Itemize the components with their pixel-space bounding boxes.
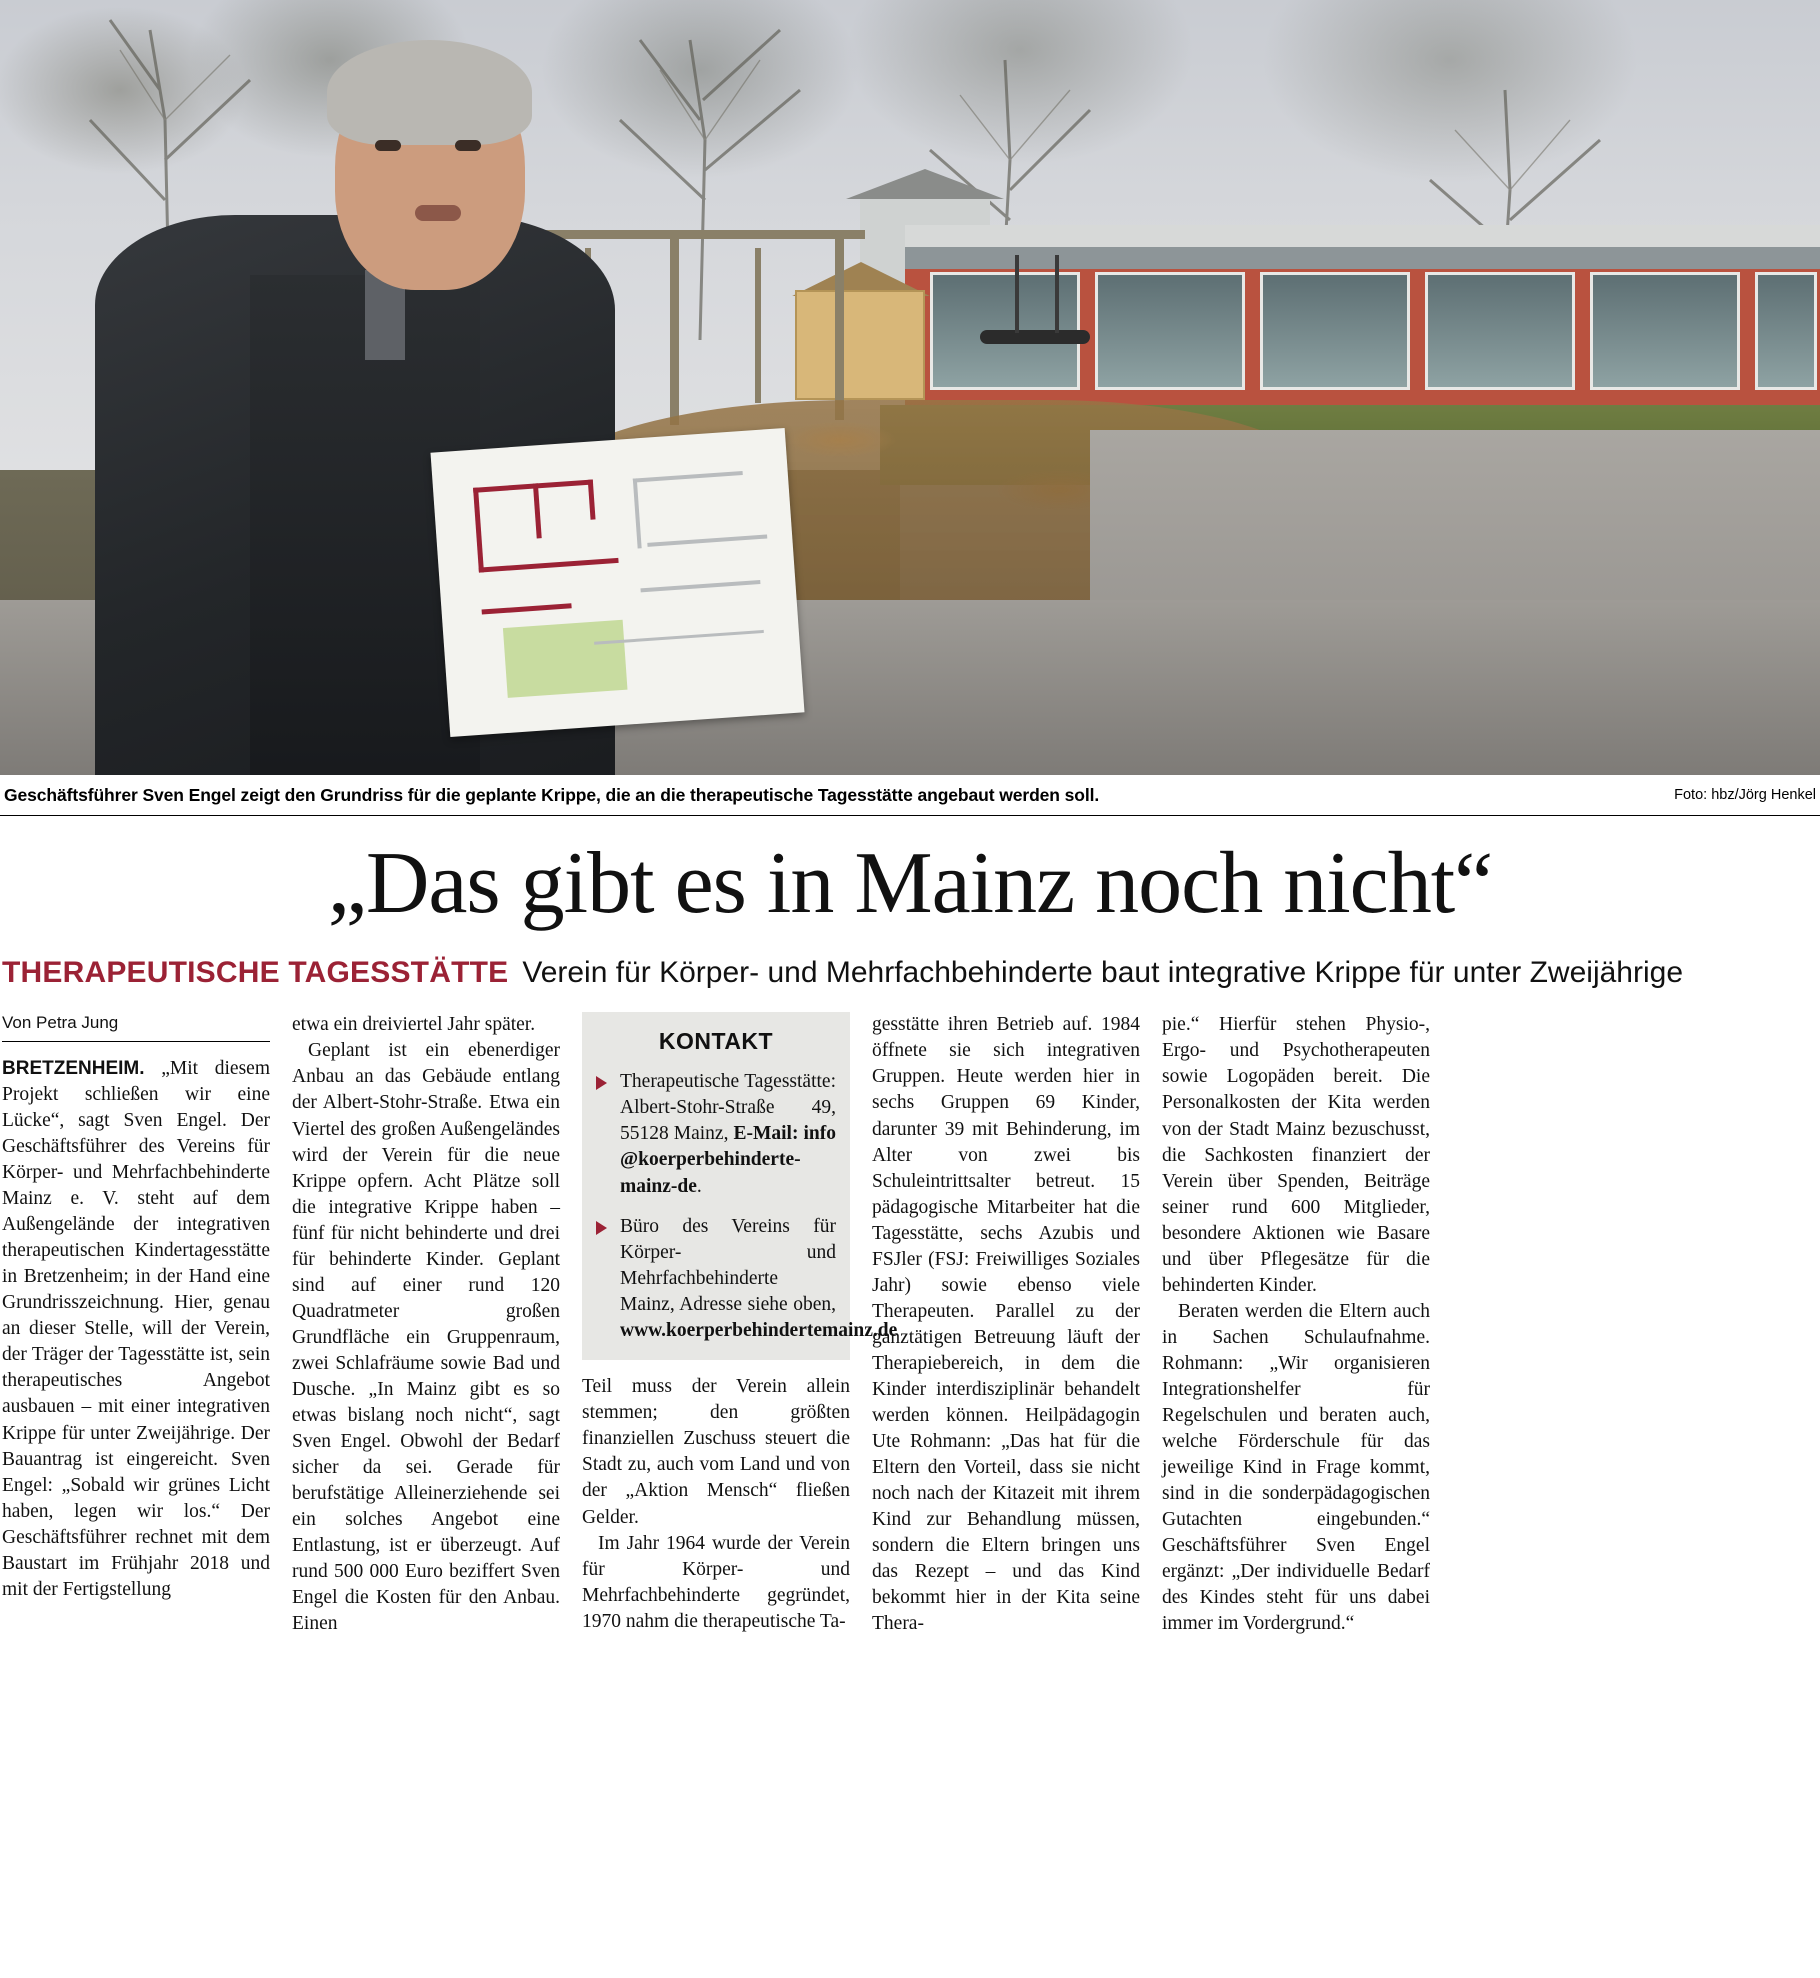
column-2 [292,1012,560,1637]
swing-rope [1015,255,1019,333]
column-1 [2,1012,270,1637]
kontakt-item [596,1214,898,1345]
building-roof [905,225,1820,247]
kontakt-item-email[interactable]: E-Mail: info @koerperbehinderte-mainz-de [620,1123,836,1197]
kontakt-item [596,1069,836,1200]
column-3-paragraph-1: Teil muss der Verein allein stemmen; den größten finanziellen Zuschuss steuert die Stadt zu, auch vom Land und von der „Aktion Mensch“ fließen Gelder. [582,1376,850,1528]
column-3-paragraph-2: Im Jahr 1964 wurde der Verein für Körper- und Mehrfachbehinderte gegründet, 1970 nahm die therapeutische Ta- [582,1532,850,1632]
photo-caption: Geschäftsführer Sven Engel zeigt den Grundriss für die geplante Krippe, die an die therapeutische Tagesstätte angebaut werden soll. [4,784,1100,805]
floor-plan-drawing [430,428,804,737]
column-5 [1162,1012,1430,1637]
building-window [1590,272,1740,390]
triangle-bullet-icon [596,1076,607,1090]
building-window [1425,272,1575,390]
building-window [1755,272,1817,390]
mouth [415,205,461,221]
article-columns [0,1012,1820,1637]
building-window [1260,272,1410,390]
column-5-paragraph-2: Beraten werden die Eltern auch in Sachen Schulaufnahme. Rohmann: „Wir organisieren Integrationshelfer für Regelschulen und beraten auch, welche Förderschule für das jeweilige Kind in Frage kommt, sind in die sonderpädagogischen Gutachten eingebunden.“ Geschäftsführer Sven Engel ergänzt: „Der individuelle Bedarf des Kindes steht für uns dabei immer im Vordergrund.“ [1162,1300,1430,1635]
article-photo [0,0,1820,775]
byline-divider [2,1041,270,1042]
photo-credit: Foto: hbz/Jörg Henkel [1674,787,1816,803]
eye-left [375,140,401,151]
caption-divider [0,815,1820,816]
triangle-bullet-icon [596,1221,607,1235]
eye-right [455,140,481,151]
column-4-paragraph-1: gesstätte ihren Betrieb auf. 1984 öffnete sie sich integrativen Gruppen. Heute werden hier in sechs Gruppen 69 Kinder, darunter 39 mit Behinderung, im Alter von zwei bis Schuleintrittsalter betreut. 15 pädagogische Mitarbeiter hat die Tagesstätte, sechs Azubis und FSJler (FSJ: Freiwilliges Soziales Jahr) sowie ebenso viele Therapeuten. Parallel zu der ganztätigen Betreuung läuft der Therapiebereich, in dem die Kinder interdisziplinär behandelt werden können. Heilpädagogin Ute Rohmann: „Das hat für die Eltern den Vorteil, dass sie nicht noch nach der Kitazeit mit ihrem Kind zur Behandlung müssen, sondern die Eltern bringen uns das Rezept – und das Kind bekommt hier in der Kita seine Thera- [872,1014,1140,1635]
article-kicker: THERAPEUTISCHE TAGESSTÄTTE [2,956,509,990]
kontakt-box [582,1012,898,1360]
column-2-paragraph-1: etwa ein dreiviertel Jahr später. [292,1014,536,1036]
kontakt-item-text: Therapeutische Tagesstätte: Albert-Stohr-Straße 49, 55128 Mainz, [620,1071,836,1145]
hair [327,40,532,145]
kontakt-item-website[interactable]: www.koerperbehindertemainz.de [620,1320,898,1342]
subhead-row [0,956,1820,990]
dateline: BRETZENHEIM. [2,1058,145,1080]
building-window [1095,272,1245,390]
column-4 [872,1012,1140,1637]
byline: Von Petra Jung [2,1013,119,1033]
nest-swing [980,330,1090,344]
swing-rope [1055,255,1059,333]
kontakt-item-text: Büro des Vereins für Körper- und Mehrfachbehinderte Mainz, Adresse siehe oben, [620,1215,836,1316]
column-5-paragraph-1: pie.“ Hierfür stehen Physio-, Ergo- und Psychotherapeuten sowie Logopäden bereit. Die Personalkosten der Kita werden von der Stadt Mainz bezuschusst, die Sachkosten finanziert der Verein über Spenden, Beiträge seiner rund 600 Mitglieder, besondere Aktionen wie Basare und über Pflegesätze für die behinderten Kinder. [1162,1014,1430,1296]
building-facade-band [905,247,1820,269]
article-subhead: Verein für Körper- und Mehrfachbehinderte baut integrative Krippe für unter Zweijährige [522,956,1683,990]
kontakt-item-tail: . [696,1175,702,1197]
column-3 [582,1012,898,1637]
photo-caption-row [0,775,1820,815]
column-2-paragraph-2: Geplant ist ein ebenerdiger Anbau an das Gebäude entlang der Albert-Stohr-Straße. Etwa ein Viertel des großen Außengeländes wird der Verein für die neue Krippe opfern. Acht Plätze soll die integrative Krippe haben – fünf für nicht behinderte und drei für behinderte Kinder. Geplant sind auf einer rund 120 Quadratmeter großen Grundfläche ein Gruppenraum, zwei Schlafräume sowie Bad und Dusche. „In Mainz gibt es so etwas bislang noch nicht“, sagt Sven Engel. Obwohl der Bedarf sicher da sei. Gerade für berufstätige Alleinerziehende sei ein solches Angebot eine Entlastung, ist er überzeugt. Auf rund 500 000 Euro beziffert Sven Engel die Kosten für den Anbau. Einen [292,1040,560,1635]
column-1-paragraph [2,1056,270,1603]
page-title: „Das gibt es in Mainz noch nicht“ [327,835,1493,932]
kontakt-title: KONTAKT [658,1028,774,1055]
column-1-text: „Mit diesem Projekt schließen wir eine Lücke“, sagt Sven Engel. Der Geschäftsführer des Vereins für Körper- und Mehrfachbehinderte Mainz e. V. steht auf dem Außengelände der integrativen therapeutischen Kindertagesstätte in Bretzenheim; in der Hand eine Grundrisszeichnung. Hier, genau an dieser Stelle, will der Verein, der Träger der Tagesstätte ist, sein therapeutisches Angebot ausbauen – mit einer integrativen Krippe für unter Zweijährige. Der Bauantrag ist eingereicht. Sven Engel: „Sobald wir grünes Licht haben, legen wir los.“ Der Geschäftsführer rechnet mit dem Baustart im Frühjahr 2018 und mit der Fertigstellung [2,1058,270,1600]
